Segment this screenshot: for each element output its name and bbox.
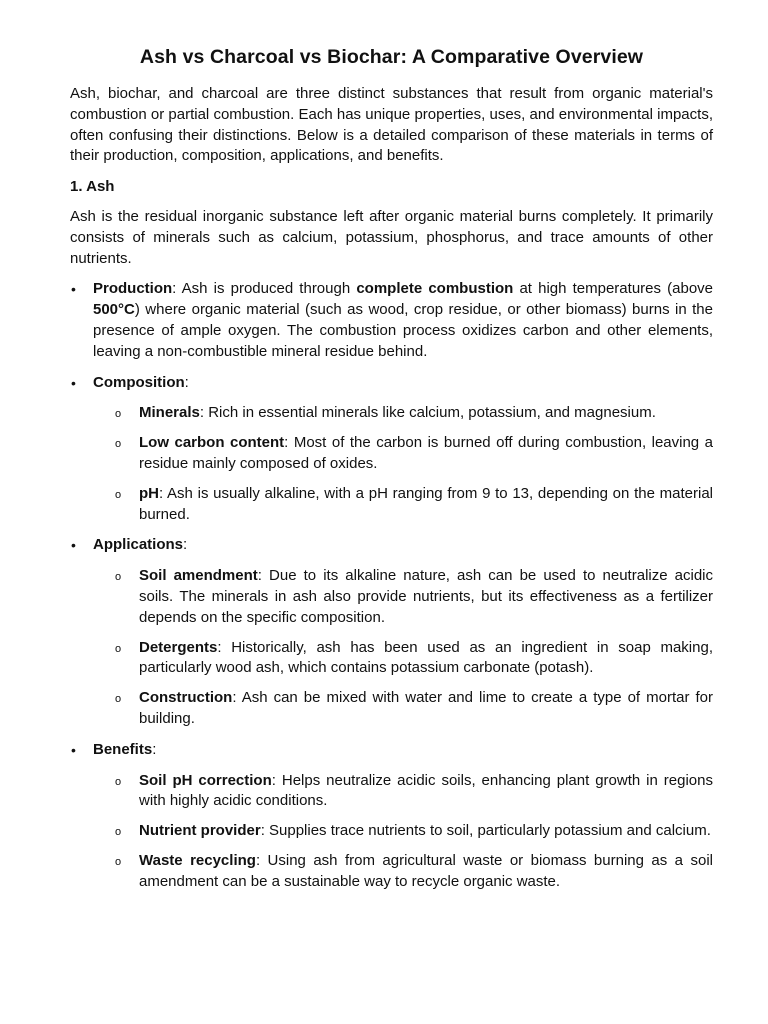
list-item-soil-amendment: [93, 566, 713, 628]
composition-label: Composition: [93, 373, 185, 391]
low-carbon-text: [139, 433, 713, 475]
soil-amendment-body: : Due to its alkaline nature, ash can be used to neutralize acidic soils. The minerals in ash also provide nutrients, but its effectiveness as a fertilizer depends on the specific composition.: [139, 567, 714, 626]
production-bold-b: 500°C: [93, 301, 135, 319]
applications-colon: :: [183, 536, 188, 554]
low-carbon-body: : Most of the carbon is burned off during combustion, leaving a residue mainly composed of oxides.: [139, 434, 713, 472]
soil-ph-correction-label: Soil pH correction: [139, 771, 272, 789]
applications-heading: [93, 535, 713, 556]
list-item-soil-ph-correction: [93, 771, 713, 813]
detergents-label: Detergents: [139, 638, 218, 656]
nutrient-provider-body: : Supplies trace nutrients to soil, particularly potassium and calcium.: [260, 822, 711, 840]
ash-properties-list: [70, 279, 713, 892]
document-title: Ash vs Charcoal vs Biochar: A Comparative Overview: [139, 46, 644, 68]
ph-body: : Ash is usually alkaline, with a pH ranging from 9 to 13, depending on the material burned.: [139, 484, 713, 523]
nutrient-provider-text: [139, 821, 713, 842]
minerals-text: [139, 403, 713, 424]
section-heading-ash: 1. Ash: [70, 178, 115, 196]
production-text-c: ) where organic material (such as wood, crop residue, or other biomass) burns in the presence of ample oxygen. The combustion process oxidizes carbon and other elements, leaving a non-combustible mineral residue behind.: [93, 301, 713, 360]
nutrient-provider-label: Nutrient provider: [139, 822, 261, 840]
list-item-applications: [70, 535, 713, 729]
list-item-production: [70, 279, 713, 362]
list-item-low-carbon: [93, 433, 713, 475]
circle-bullet-icon: o: [115, 488, 122, 501]
list-item-benefits: [70, 740, 713, 893]
composition-heading: [93, 373, 713, 394]
applications-sublist: [93, 566, 713, 730]
minerals-body: : Rich in essential minerals like calcium, potassium, and magnesium.: [199, 404, 656, 422]
list-item-nutrient-provider: [93, 821, 713, 842]
construction-body: : Ash can be mixed with water and lime to create a type of mortar for building.: [139, 689, 713, 727]
low-carbon-label: Low carbon content: [139, 434, 285, 452]
benefits-sublist: [93, 771, 713, 893]
soil-ph-correction-body: : Helps neutralize acidic soils, enhancing plant growth in regions with highly acidic conditions.: [139, 771, 713, 810]
circle-bullet-icon: o: [115, 826, 122, 839]
intro-paragraph: Ash, biochar, and charcoal are three distinct substances that result from organic material's combustion or partial combustion. Each has unique properties, uses, and environmental impacts, often confusing their distinctions. Below is a detailed comparison of these materials in terms of their production, composition, applications, and benefits.: [70, 85, 713, 165]
benefits-heading: [93, 740, 713, 761]
bullet-icon: •: [71, 741, 76, 758]
soil-ph-correction-text: [139, 771, 713, 813]
detergents-body: : Historically, ash has been used as an ingredient in soap making, particularly wood ash, which contains potassium carbonate (potash).: [139, 638, 713, 677]
applications-label: Applications: [93, 536, 184, 554]
circle-bullet-icon: o: [115, 438, 122, 451]
list-item-minerals: [93, 403, 713, 424]
composition-sublist: [93, 403, 713, 525]
document-page: [70, 44, 713, 903]
minerals-label: Minerals: [139, 404, 200, 422]
production-text: [93, 279, 713, 362]
production-bold-a: complete combustion: [356, 280, 514, 298]
waste-recycling-body: : Using ash from agricultural waste or biomass burning as a soil amendment can be a sustainable way to recycle organic waste.: [139, 851, 713, 890]
ph-label: pH: [139, 484, 159, 502]
ph-text: [139, 484, 713, 526]
bullet-icon: •: [71, 281, 76, 298]
composition-colon: :: [184, 373, 189, 391]
waste-recycling-label: Waste recycling: [139, 851, 256, 869]
benefits-label: Benefits: [93, 740, 153, 758]
list-item-ph: [93, 484, 713, 526]
detergents-text: [139, 638, 713, 680]
ash-description: Ash is the residual inorganic substance left after organic material burns completely. It primarily consists of minerals such as calcium, potassium, phosphorus, and trace amounts of other nutrients.: [70, 207, 713, 267]
bullet-icon: •: [71, 374, 76, 391]
list-item-construction: [93, 688, 713, 730]
circle-bullet-icon: o: [115, 693, 122, 706]
circle-bullet-icon: o: [115, 408, 122, 421]
list-item-waste-recycling: [93, 851, 713, 893]
circle-bullet-icon: o: [115, 855, 122, 868]
production-text-b: at high temperatures (above: [513, 280, 713, 298]
list-item-composition: [70, 373, 713, 526]
production-text-a: : Ash is produced through: [172, 280, 357, 298]
circle-bullet-icon: o: [115, 571, 122, 584]
production-label: Production: [93, 280, 173, 298]
list-item-detergents: [93, 638, 713, 680]
construction-label: Construction: [139, 689, 233, 707]
construction-text: [139, 688, 713, 730]
circle-bullet-icon: o: [115, 775, 122, 788]
soil-amendment-label: Soil amendment: [139, 567, 258, 585]
bullet-icon: •: [71, 537, 76, 554]
soil-amendment-text: [139, 566, 713, 628]
benefits-colon: :: [152, 740, 157, 758]
circle-bullet-icon: o: [115, 642, 122, 655]
waste-recycling-text: [139, 851, 713, 893]
